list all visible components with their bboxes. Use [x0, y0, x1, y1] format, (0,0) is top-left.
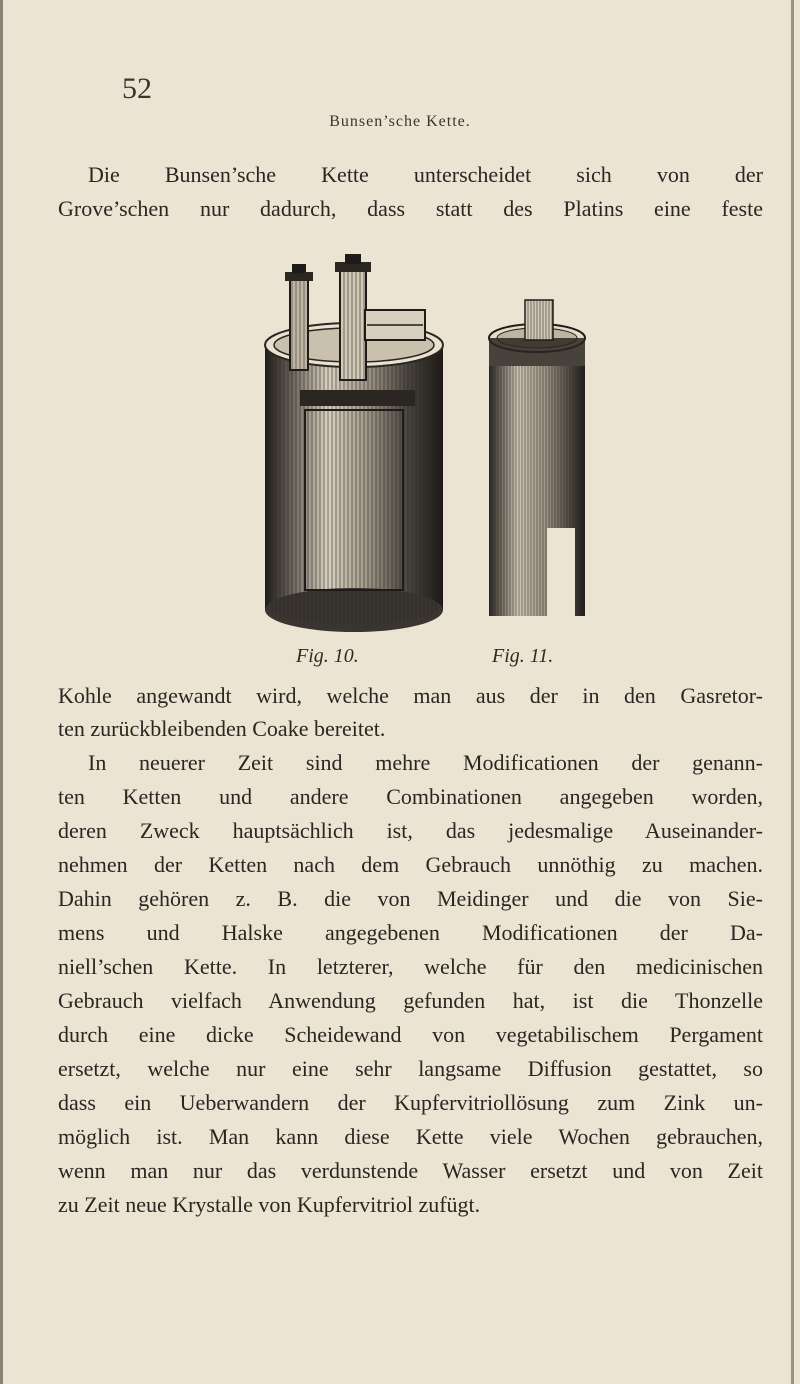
- intro-line-1: Die Bunsen’sche Kette unterscheidet sich von der: [88, 162, 763, 187]
- running-head: Bunsen’sche Kette.: [329, 113, 471, 130]
- body-line-8: mens und Halske angegebenen Modificationen der Da-: [58, 920, 763, 945]
- body-line-9: niell’schen Kette. In letzterer, welche für den medicinischen: [58, 954, 763, 979]
- body-line-1: Kohle angewandt wird, welche man aus der in den Gasretor-: [58, 683, 763, 708]
- figure-11-caption: Fig. 11.: [492, 645, 554, 667]
- body-line-14: möglich ist. Man kann diese Kette viele Wochen gebrauchen,: [58, 1124, 763, 1149]
- figure-10-caption: Fig. 10.: [296, 645, 359, 667]
- body-line-10: Gebrauch vielfach Anwendung gefunden hat, ist die Thonzelle: [58, 988, 763, 1013]
- body-line-16: zu Zeit neue Krystalle von Kupfervitriol zufügt.: [58, 1192, 481, 1217]
- body-line-2: ten zurückbleibenden Coake bereitet.: [58, 716, 386, 741]
- body-line-11: durch eine dicke Scheidewand von vegetabilischem Pergament: [58, 1022, 763, 1047]
- body-line-4: ten Ketten und andere Combinationen angegeben worden,: [58, 784, 763, 809]
- body-line-5: deren Zweck hauptsächlich ist, das jedesmalige Auseinander-: [58, 818, 763, 843]
- body-line-13: dass ein Ueberwandern der Kupfervitriollösung zum Zink un-: [58, 1090, 763, 1115]
- page-edge-right: [791, 0, 794, 1384]
- body-line-12: ersetzt, welche nur eine sehr langsame Diffusion gestattet, so: [58, 1056, 763, 1081]
- body-line-6: nehmen der Ketten nach dem Gebrauch unnöthig zu machen.: [58, 852, 763, 877]
- figure-10-bunsen-cell: [255, 250, 455, 640]
- body-line-15: wenn man nur das verdunstende Wasser ersetzt und von Zeit: [58, 1158, 763, 1183]
- page-number: 52: [122, 72, 152, 105]
- intro-line-2: Grove’schen nur dadurch, dass statt des Platins eine feste: [58, 196, 763, 221]
- figure-11-porous-cell: [485, 298, 595, 633]
- body-line-3: In neuerer Zeit sind mehre Modificationen der genann-: [88, 750, 763, 775]
- body-line-7: Dahin gehören z. B. die von Meidinger und die von Sie-: [58, 886, 763, 911]
- page-edge-left: [0, 0, 3, 1384]
